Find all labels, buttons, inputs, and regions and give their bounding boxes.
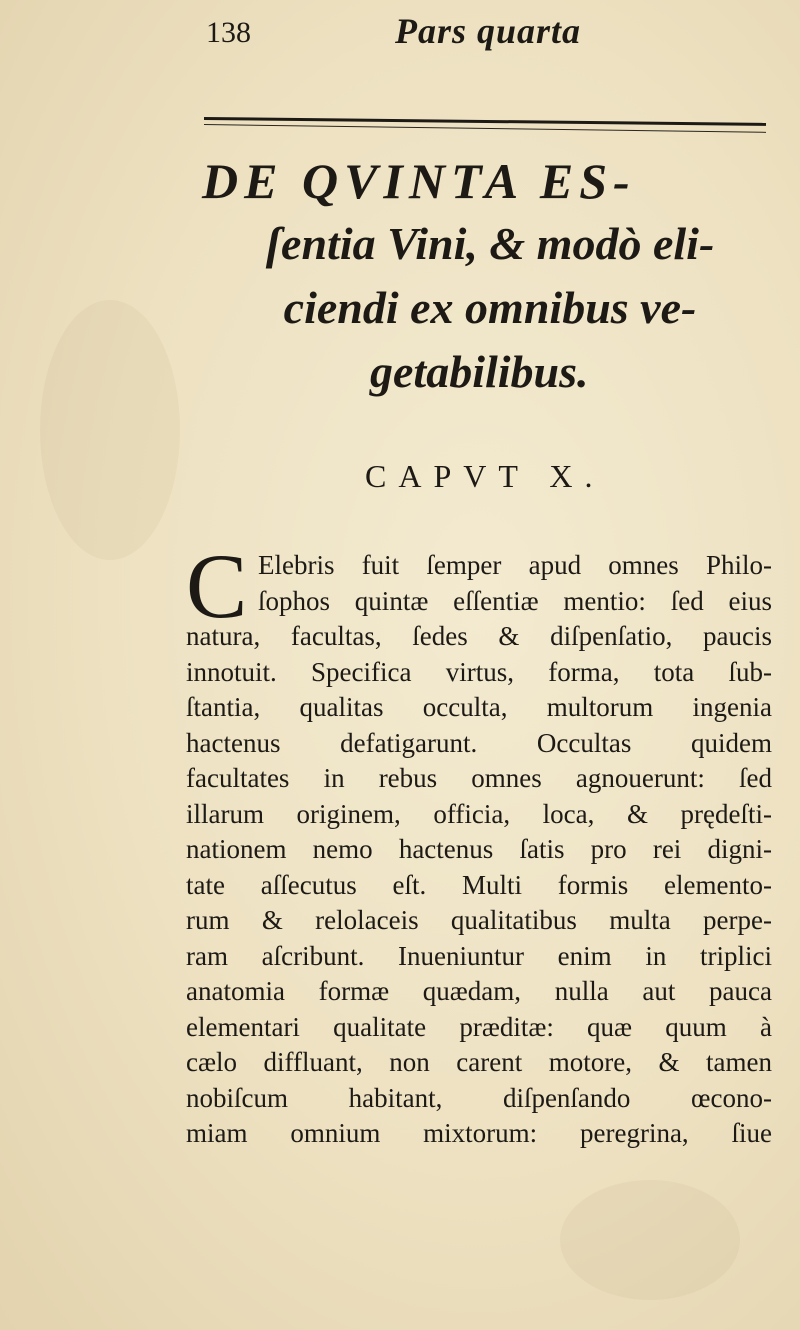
text-line: nationem nemo hactenus ſatis pro rei digni-: [186, 834, 772, 864]
text-line: ſtantia, qualitas occulta, multorum ingenia: [186, 692, 772, 722]
paper-stain: [40, 300, 180, 560]
text-line: anatomia formæ quædam, nulla aut pauca: [186, 976, 772, 1006]
title-line: ciendi ex omnibus ve-: [283, 282, 697, 333]
section-title: [180, 150, 800, 404]
text-line: miam omnium mixtorum: peregrina, ſiue: [186, 1118, 772, 1148]
text-line: nobiſcum habitant, diſpenſando œcono-: [186, 1082, 772, 1113]
text-line: cælo diffluant, non carent motore, & tamen: [186, 1047, 772, 1077]
paper-stain: [560, 1180, 740, 1300]
title-line: DE QVINTA ES-: [202, 153, 636, 209]
text-line: illarum originem, officia, loca, & prędeſti-: [186, 798, 772, 829]
text-line: natura, facultas, ſedes & diſpenſatio, paucis: [186, 621, 772, 651]
text-line: tate aſſecutus eſt. Multi formis elemento-: [186, 869, 772, 900]
text-line: Elebris fuit ſemper apud omnes Philo-: [258, 550, 772, 580]
text-line: rum & relolaceis qualitatibus multa perpe-: [186, 905, 772, 935]
body-text: [186, 548, 772, 1152]
header-rule-thin: [204, 124, 766, 133]
text-line: facultates in rebus omnes agnouerunt: ſed: [186, 763, 772, 793]
running-head: Pars quarta: [395, 11, 582, 51]
page-header: [0, 8, 800, 68]
text-line: elementari qualitate præditæ: quæ quum à: [186, 1011, 772, 1042]
text-line: innotuit. Specifica virtus, forma, tota ſub-: [186, 656, 772, 687]
text-line: ram aſcribunt. Inueniuntur enim in triplici: [186, 940, 772, 971]
text-line: hactenus defatigarunt. Occultas quidem: [186, 727, 772, 758]
text-line: ſophos quintæ eſſentiæ mentio: ſed eius: [258, 585, 772, 616]
page-number: 138: [206, 16, 251, 49]
title-line: ſentia Vini, & modò eli-: [265, 218, 715, 269]
chapter-heading: CAPVT X.: [365, 458, 605, 494]
title-line: getabilibus.: [370, 346, 589, 397]
drop-cap: C: [186, 535, 248, 637]
